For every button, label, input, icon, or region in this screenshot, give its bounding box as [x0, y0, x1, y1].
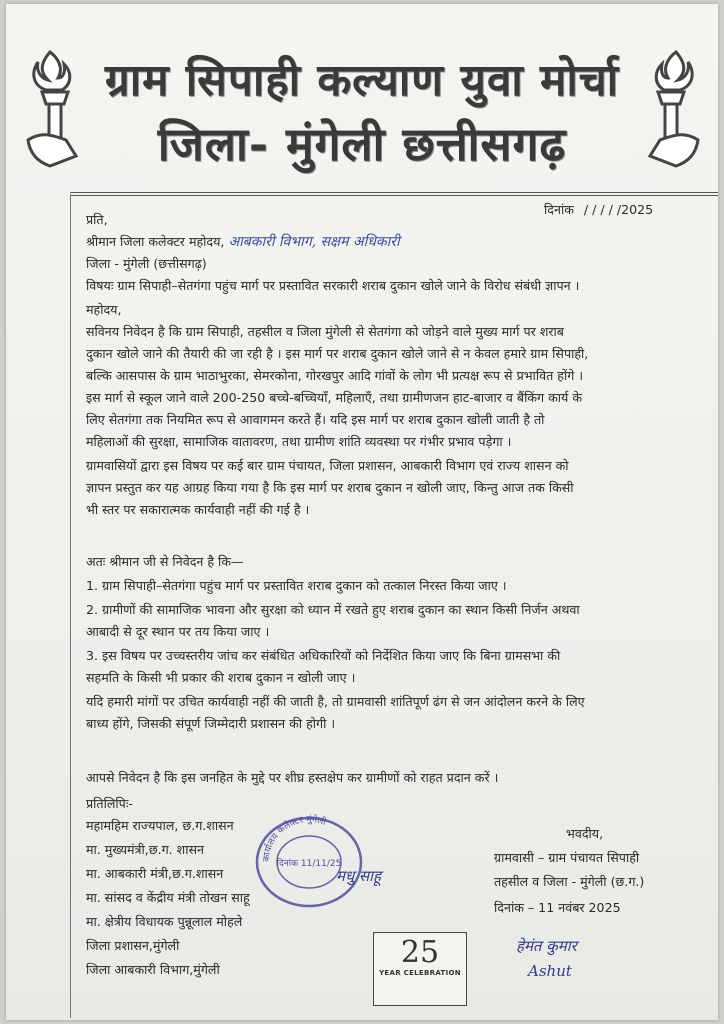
anniversary-badge [373, 932, 467, 1006]
paragraph-line: सविनय निवेदन है कि ग्राम सिपाही, तहसील व जिला मुंगेली से सेतगंगा को जोड़ने वाले मुख्य मार्ग पर शराब [86, 324, 565, 339]
copy-recipient: जिला प्रशासन,मुंगेली [86, 938, 180, 953]
office-stamp [250, 812, 368, 912]
header-rule [70, 192, 718, 193]
signoff-date: दिनांक – 11 नवंबर 2025 [494, 900, 621, 915]
closing-request: आपसे निवेदन है कि इस जनहित के मुद्दे पर शीघ्र हस्तक्षेप कर ग्रामीणों को राहत प्रदान करें । [86, 770, 499, 785]
tehsil-line: तहसील व जिला - मुंगेली (छ.ग.) [494, 874, 645, 889]
copy-recipient: महामहिम राज्यपाल, छ.ग.शासन [86, 818, 234, 833]
salutation: महोदय, [86, 302, 122, 317]
signature: हेमंत कुमार [516, 937, 577, 955]
warning-line: बाध्य होंगे, जिसकी संपूर्ण जिम्मेदारी प्रशासन की होगी । [86, 716, 336, 731]
copy-recipient: मा. सांसद व केंद्रीय मंत्री तोखन साहू [86, 890, 250, 905]
warning-line: यदि हमारी मांगों पर उचित कार्यवाही नहीं की जाती है, तो ग्रामवासी शांतिपूर्ण ढंग से जन आंदोलन करने के लिए [86, 694, 585, 709]
document-sheet [6, 4, 718, 1020]
subject-line: विषयः ग्राम सिपाही–सेतगंगा पहुंच मार्ग पर प्रस्तावित सरकारी शराब दुकान खोले जाने के विरोध संबंधी ज्ञापन । [86, 278, 580, 293]
badge-number: 25 [400, 935, 440, 970]
copy-recipient: मा. मुख्यमंत्री,छ.ग. शासन [86, 842, 205, 857]
date-value: / / / / /2025 [583, 202, 654, 217]
signature: Ashut [528, 962, 572, 980]
paragraph-line: बल्कि आसपास के ग्राम भाठाभुरका, सेमरकोना, गोरखपुर आदि गांवों के लोग भी प्रत्यक्ष रूप से प्रभावित होंगे । [86, 368, 584, 383]
request-item: 3. इस विषय पर उच्चस्तरीय जांच कर संबंधित अधिकारियों को निर्देशित किया जाए कि बिना ग्रामसभा की [86, 648, 561, 663]
yours-line: भवदीय, [566, 826, 604, 841]
signature: मधु साहू [336, 867, 381, 885]
paragraph-line: इस मार्ग से स्कूल जाने वाले 200-250 बच्चे-बच्चियाँ, महिलाएँ, तथा ग्रामीणजन हाट-बाजार व बैंकिंग कार्य के [86, 390, 583, 405]
paragraph-line: लिए सेतगंगा तक नियमित रूप से आवागमन करते हैं। यदि इस मार्ग पर शराब दुकान खोली जाती है तो [86, 412, 545, 427]
paragraph-line: ग्रामवासियों द्वारा इस विषय पर कई बार ग्राम पंचायत, जिला प्रशासन, आबकारी विभाग एवं राज्य शासन को [86, 458, 569, 473]
addressee-line [86, 234, 400, 250]
copy-recipient: जिला आबकारी विभाग,मुंगेली [86, 962, 220, 977]
badge-caption: YEAR CELEBRATION [379, 969, 461, 977]
district-heading: जिला- मुंगेली छत्तीसगढ़ [157, 117, 567, 171]
addressee-handwritten: आबकारी विभाग, सक्षम अधिकारी [228, 234, 400, 250]
paragraph-line: दुकान खोले जाने की तैयारी की जा रही है । इस मार्ग पर शराब दुकान खोले जाने से न केवल हमारे ग्राम सिपाही, [86, 346, 589, 361]
margin-line [70, 194, 71, 1018]
copy-recipient: मा. क्षेत्रीय विधायक पुन्नूलाल मोहले [86, 914, 243, 929]
paragraph-line: ज्ञापन प्रस्तुत कर यह आग्रह किया गया है कि इस मार्ग पर शराब दुकान न खोली जाए, किन्तु आज तक किसी [86, 480, 574, 495]
to-line: प्रति, [86, 212, 108, 227]
date-line [544, 202, 653, 218]
org-name: ग्राम सिपाही कल्याण युवा मोर्चा [104, 55, 620, 106]
date-label: दिनांक [544, 202, 574, 217]
stamp-ring-text: कार्यालय कलेक्टर मुंगेली [261, 814, 327, 863]
stamp-inner-text: दिनांक 11/11/25 [276, 859, 342, 869]
copies-heading: प्रतिलिपिः- [86, 796, 133, 811]
request-intro: अतः श्रीमान जी से निवेदन है कि— [86, 554, 244, 569]
header-rule [70, 195, 718, 196]
addressee-printed: श्रीमान जिला कलेक्टर महोदय, [86, 234, 225, 249]
request-item: 2. ग्रामीणों की सामाजिक भावना और सुरक्षा को ध्यान में रखते हुए शराब दुकान का स्थान किसी निर्जन अथवा [86, 602, 580, 617]
paragraph-line: महिलाओं की सुरक्षा, सामाजिक वातावरण, तथा ग्रामीण शांति व्यवस्था पर गंभीर प्रभाव पड़ेगा । [86, 434, 512, 449]
letterhead [6, 4, 718, 192]
request-item: सहमति के किसी भी प्रकार की शराब दुकान न खोली जाए । [86, 670, 356, 685]
request-item: आबादी से दूर स्थान पर तय किया जाए । [86, 624, 270, 639]
district-line: जिला - मुंगेली (छत्तीसगढ़) [86, 256, 207, 271]
request-item: 1. ग्राम सिपाही–सेतगंगा पहुंच मार्ग पर प्रस्तावित शराब दुकान को तत्काल निरस्त किया जाए । [86, 578, 507, 593]
sender-line: ग्रामवासी – ग्राम पंचायत सिपाही [494, 850, 640, 865]
copy-recipient: मा. आबकारी मंत्री,छ.ग.शासन [86, 866, 224, 881]
paragraph-line: भी स्तर पर सकारात्मक कार्यवाही नहीं की गई है । [86, 502, 310, 517]
